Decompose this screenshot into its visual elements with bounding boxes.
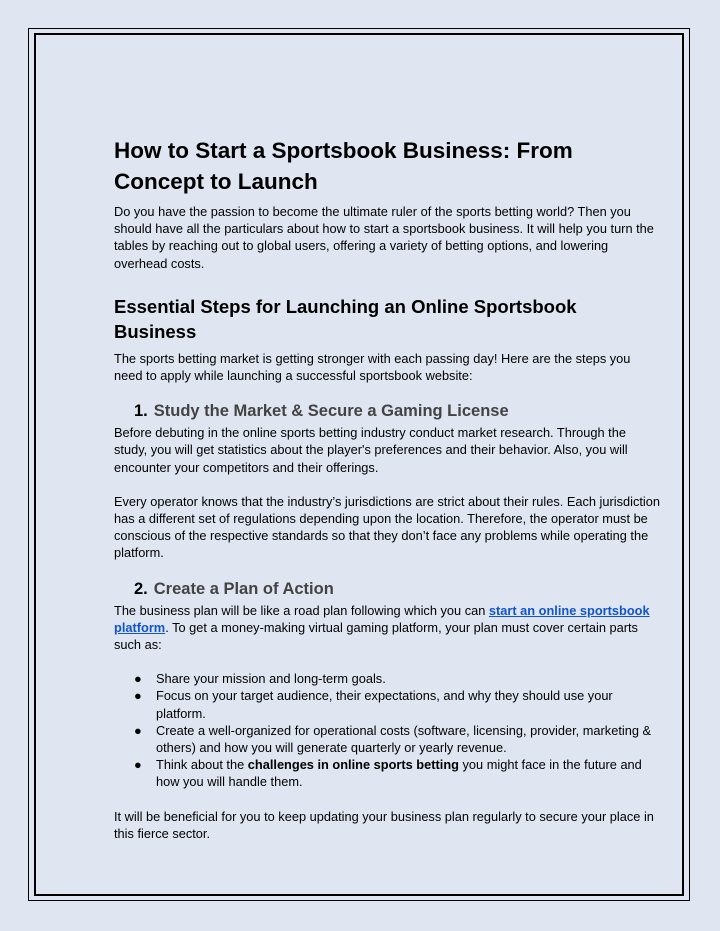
- intro-paragraph: Do you have the passion to become the ultimate ruler of the sports betting world? Then you should have all the particulars about how to start a sportsbook business. It will help you turn the tables by reaching out to global users, offering a variety of betting options, and lowering overhead costs.: [114, 204, 654, 271]
- list-item-text-after: you might face in the future and how you will handle them.: [156, 757, 642, 790]
- step2-heading: [114, 578, 662, 600]
- closing-paragraph: It will be beneficial for you to keep updating your business plan regularly to secure your place in this fierce sector.: [114, 808, 654, 841]
- bullet-icon: ●: [134, 671, 142, 687]
- document-content: [114, 135, 662, 842]
- list-item-text: Focus on your target audience, their expectations, and why they should use your platform.: [156, 688, 613, 721]
- list-item-text: Create a well-organized for operational costs (software, licensing, provider, marketing & others) and how you will generate quarterly or yearly revenue.: [156, 722, 652, 756]
- list-item: [114, 670, 662, 687]
- list-item-text: Share your mission and long-term goals.: [156, 671, 386, 687]
- step2-text-after-link: . To get a money-making virtual gaming platform, your plan must cover certain parts such as:: [114, 619, 638, 653]
- step2-paragraph: [114, 602, 662, 654]
- step2-text-before-link: The business plan will be like a road plan following which you can: [114, 602, 489, 618]
- bullet-icon: ●: [134, 757, 142, 773]
- list-item: [114, 687, 662, 721]
- step1-paragraph-2: Every operator knows that the industry’s jurisdictions are strict about their rules. Each jurisdiction has a different set of regulations depending upon the location. Therefore, the operator must be conscious of the respective standards so that they don’t face any problems while operating the platform.: [114, 493, 661, 561]
- page-title: How to Start a Sportsbook Business: From Concept to Launch: [114, 138, 573, 194]
- step1-number: 1.: [134, 402, 148, 421]
- step1-title: Study the Market & Secure a Gaming License: [153, 402, 509, 421]
- step1-paragraph-1: Before debuting in the online sports betting industry conduct market research. Through the study, you will get statistics about the player's preferences and their behavior. Also, you will encounter your competitors and their offerings.: [114, 425, 628, 475]
- bullet-icon: ●: [134, 688, 142, 704]
- bullet-icon: ●: [134, 722, 142, 738]
- section-heading: Essential Steps for Launching an Online Sportsbook Business: [114, 295, 577, 342]
- list-item: [114, 722, 662, 756]
- list-item: [114, 756, 662, 790]
- section-intro-paragraph: The sports betting market is getting stronger with each passing day! Here are the steps you need to apply while launching a successful sportsbook website:: [114, 350, 631, 384]
- list-item-bold-text: challenges in online sports betting: [247, 757, 459, 773]
- step2-number: 2.: [134, 579, 148, 598]
- list-item-text-before: Think about the: [156, 757, 248, 773]
- step1-heading: [114, 400, 662, 422]
- document-page: [28, 28, 690, 901]
- plan-bullet-list: [114, 670, 662, 790]
- sportsbook-platform-link[interactable]: start an online sportsbook platform: [114, 602, 650, 635]
- step2-title: Create a Plan of Action: [153, 579, 334, 598]
